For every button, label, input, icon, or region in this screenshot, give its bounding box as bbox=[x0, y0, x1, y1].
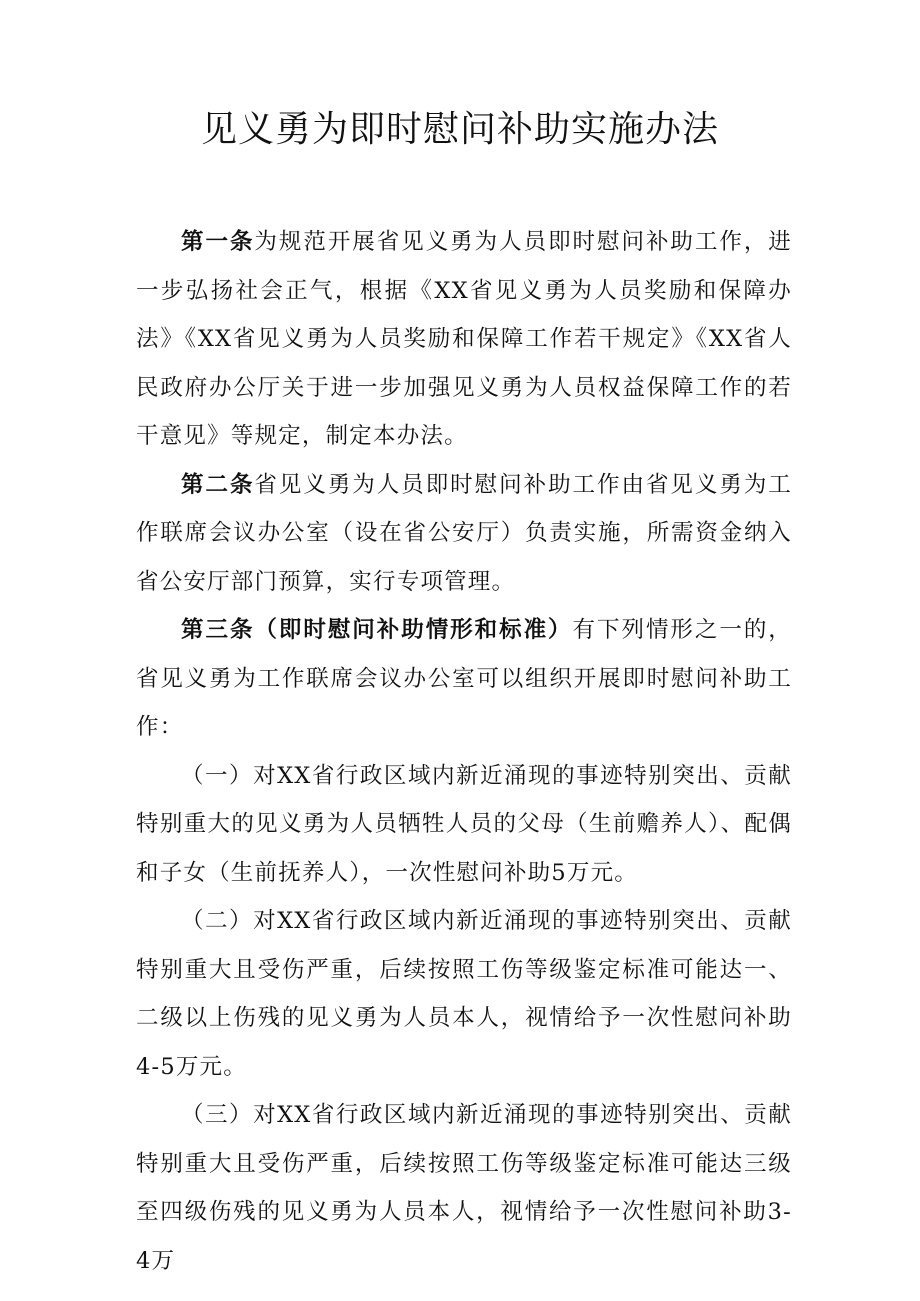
clause-3-paragraph bbox=[136, 1091, 792, 1285]
article-1-paragraph bbox=[136, 218, 792, 461]
article-3-paragraph bbox=[136, 606, 792, 752]
article-1-heading: 第一条 bbox=[181, 229, 255, 255]
document-title: 见义勇为即时慰问补助实施办法 bbox=[200, 109, 719, 150]
clause-3-text: （三）对XX省行政区域内新近涌现的事迹特别突出、贡献特别重大且受伤严重，后续按照工伤等级鉴定标准可能达三级至四级伤残的见义勇为人员本人，视情给予一次性慰问补助3-4万 bbox=[136, 1102, 792, 1274]
document-body bbox=[136, 218, 792, 1285]
clause-1-text: （一）对XX省行政区域内新近涌现的事迹特别突出、贡献特别重大的见义勇为人员牺牲人员的父母（生前赡养人）、配偶和子女（生前抚养人），一次性慰问补助5万元。 bbox=[136, 762, 792, 886]
article-2-text: 省见义勇为人员即时慰问补助工作由省见义勇为工作联席会议办公室（设在省公安厅）负责实施，所需资金纳入省公安厅部门预算，实行专项管理。 bbox=[136, 471, 792, 595]
clause-2-paragraph bbox=[136, 897, 792, 1091]
article-2-heading: 第二条 bbox=[181, 471, 255, 498]
article-2-paragraph bbox=[136, 461, 792, 607]
clause-2-text: （二）对XX省行政区域内新近涌现的事迹特别突出、贡献特别重大且受伤严重，后续按照工伤等级鉴定标准可能达一、二级以上伤残的见义勇为人员本人，视情给予一次性慰问补助4-5万元。 bbox=[136, 908, 792, 1080]
clause-1-paragraph bbox=[136, 752, 792, 898]
article-3-text: 有下列情形之一的，省见义勇为工作联席会议办公室可以组织开展即时慰问补助工作： bbox=[136, 617, 792, 740]
article-1-text: 为规范开展省见义勇为人员即时慰问补助工作，进一步弘扬社会正气，根据《XX省见义勇为人员奖励和保障办法》《XX省见义勇为人员奖励和保障工作若干规定》《XX省人民政府办公厅关于进一步加强见义勇为人员权益保障工作的若干意见》等规定，制定本办法。 bbox=[136, 229, 792, 449]
article-3-heading: 第三条（即时慰问补助情形和标准） bbox=[181, 617, 573, 643]
